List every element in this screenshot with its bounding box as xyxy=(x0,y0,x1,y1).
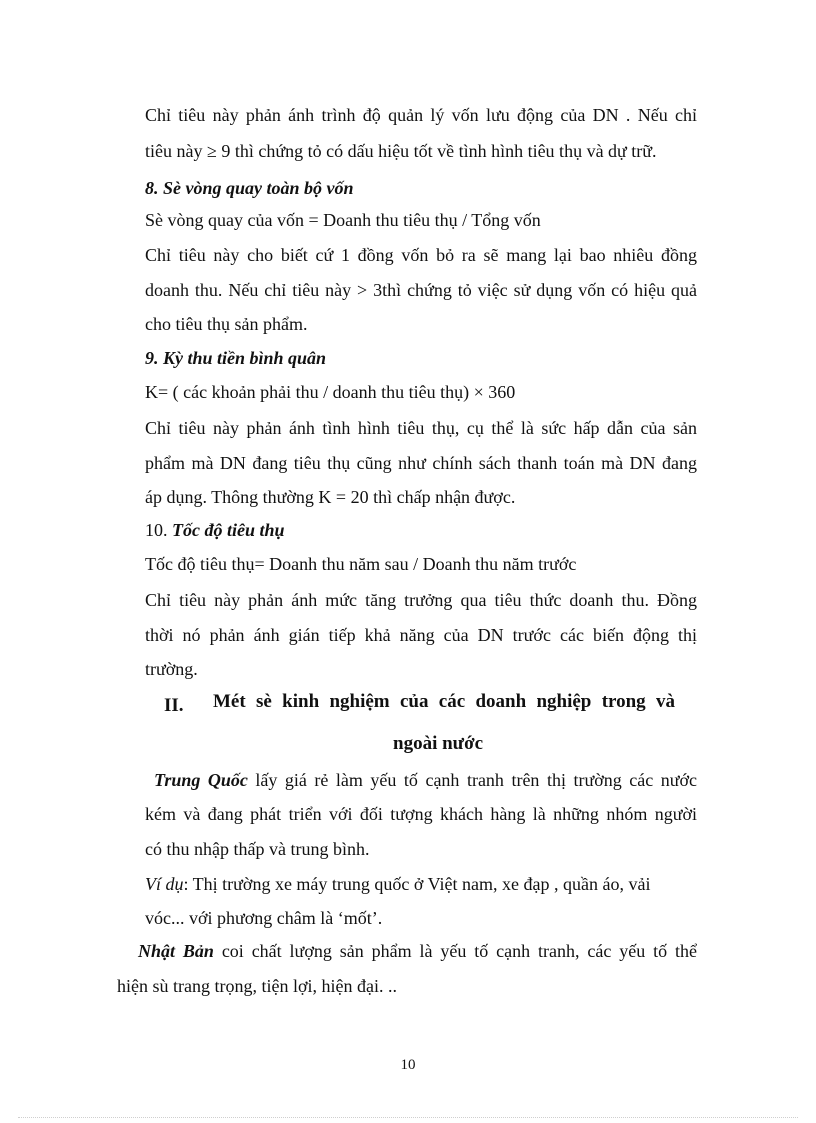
paragraph-line: Chỉ tiêu này phản ánh mức tăng trưởng qua tiêu thức doanh thu. Đồng xyxy=(145,590,697,610)
heading-9 xyxy=(145,347,326,369)
paragraph-line: vóc... với phương châm là ‘mốt’. xyxy=(145,908,383,928)
paragraph-line: hiện sù trang trọng, tiện lợi, hiện đại. .. xyxy=(117,976,397,996)
section-number: II. xyxy=(164,695,184,716)
paragraph-line: tiêu này ≥ 9 thì chứng tỏ có dấu hiệu tốt về tình hình tiêu thụ và dự trữ. xyxy=(145,141,657,161)
paragraph-line: doanh thu. Nếu chỉ tiêu này > 3thì chứng tỏ việc sử dụng vốn có hiệu quả xyxy=(145,280,697,300)
paragraph-line: Chỉ tiêu này phản ánh trình độ quản lý vốn lưu động của DN . Nếu chỉ xyxy=(145,105,697,125)
heading-8 xyxy=(145,177,354,199)
paragraph-line: phẩm mà DN đang tiêu thụ cũng như chính sách thanh toán mà DN đang xyxy=(145,453,697,473)
heading-text: Kỳ thu tiền bình quân xyxy=(163,348,327,368)
example-line: Ví dụ: Thị trường xe máy trung quốc ở Việt nam, xe đạp , quần áo, vải xyxy=(145,874,651,894)
heading-10 xyxy=(145,519,285,541)
paragraph-line: cho tiêu thụ sản phẩm. xyxy=(145,314,308,334)
page-bottom-divider xyxy=(18,1117,798,1118)
paragraph-line: trường. xyxy=(145,659,198,679)
paragraph-line: thời nó phản ánh gián tiếp khả năng của DN trước các biến động thị xyxy=(145,625,697,645)
paragraph-line: Chỉ tiêu này cho biết cứ 1 đồng vốn bỏ ra sẽ mang lại bao nhiêu đồng xyxy=(145,245,697,265)
japan-paragraph-line: Nhật Bản coi chất lượng sản phẩm là yếu tố cạnh tranh, các yếu tố thể xyxy=(138,941,697,961)
formula-line: K= ( các khoản phải thu / doanh thu tiêu thụ) × 360 xyxy=(145,382,516,402)
section-title: Mét sè kinh nghiệm của các doanh nghiệp trong và xyxy=(213,691,675,712)
formula-line: Tốc độ tiêu thụ= Doanh thu năm sau / Doanh thu năm trước xyxy=(145,554,577,574)
china-paragraph-line: Trung Quốc lấy giá rẻ làm yếu tố cạnh tranh trên thị trường các nước xyxy=(154,770,698,790)
paragraph-line: có thu nhập thấp và trung bình. xyxy=(145,839,370,859)
section-title-continued: ngoài nước xyxy=(393,733,484,754)
formula-line: Sè vòng quay của vốn = Doanh thu tiêu thụ / Tổng vốn xyxy=(145,210,541,230)
paragraph-line: áp dụng. Thông thường K = 20 thì chấp nhận được. xyxy=(145,487,516,507)
heading-number: 10. xyxy=(145,520,168,540)
paragraph-line: kém và đang phát triển với đối tượng khách hàng là những nhóm người xyxy=(145,804,697,824)
country-name: Trung Quốc xyxy=(154,770,248,790)
heading-number: 9. xyxy=(145,348,159,368)
country-name: Nhật Bản xyxy=(138,941,214,961)
example-label: Ví dụ xyxy=(145,874,184,894)
heading-number: 8. xyxy=(145,178,159,198)
heading-text: Sè vòng quay toàn bộ vốn xyxy=(163,178,354,198)
paragraph-line: Chỉ tiêu này phản ánh tình hình tiêu thụ, cụ thể là sức hấp dẫn của sản xyxy=(145,418,697,438)
page-number: 10 xyxy=(400,1057,416,1073)
heading-text: Tốc độ tiêu thụ xyxy=(172,520,285,540)
